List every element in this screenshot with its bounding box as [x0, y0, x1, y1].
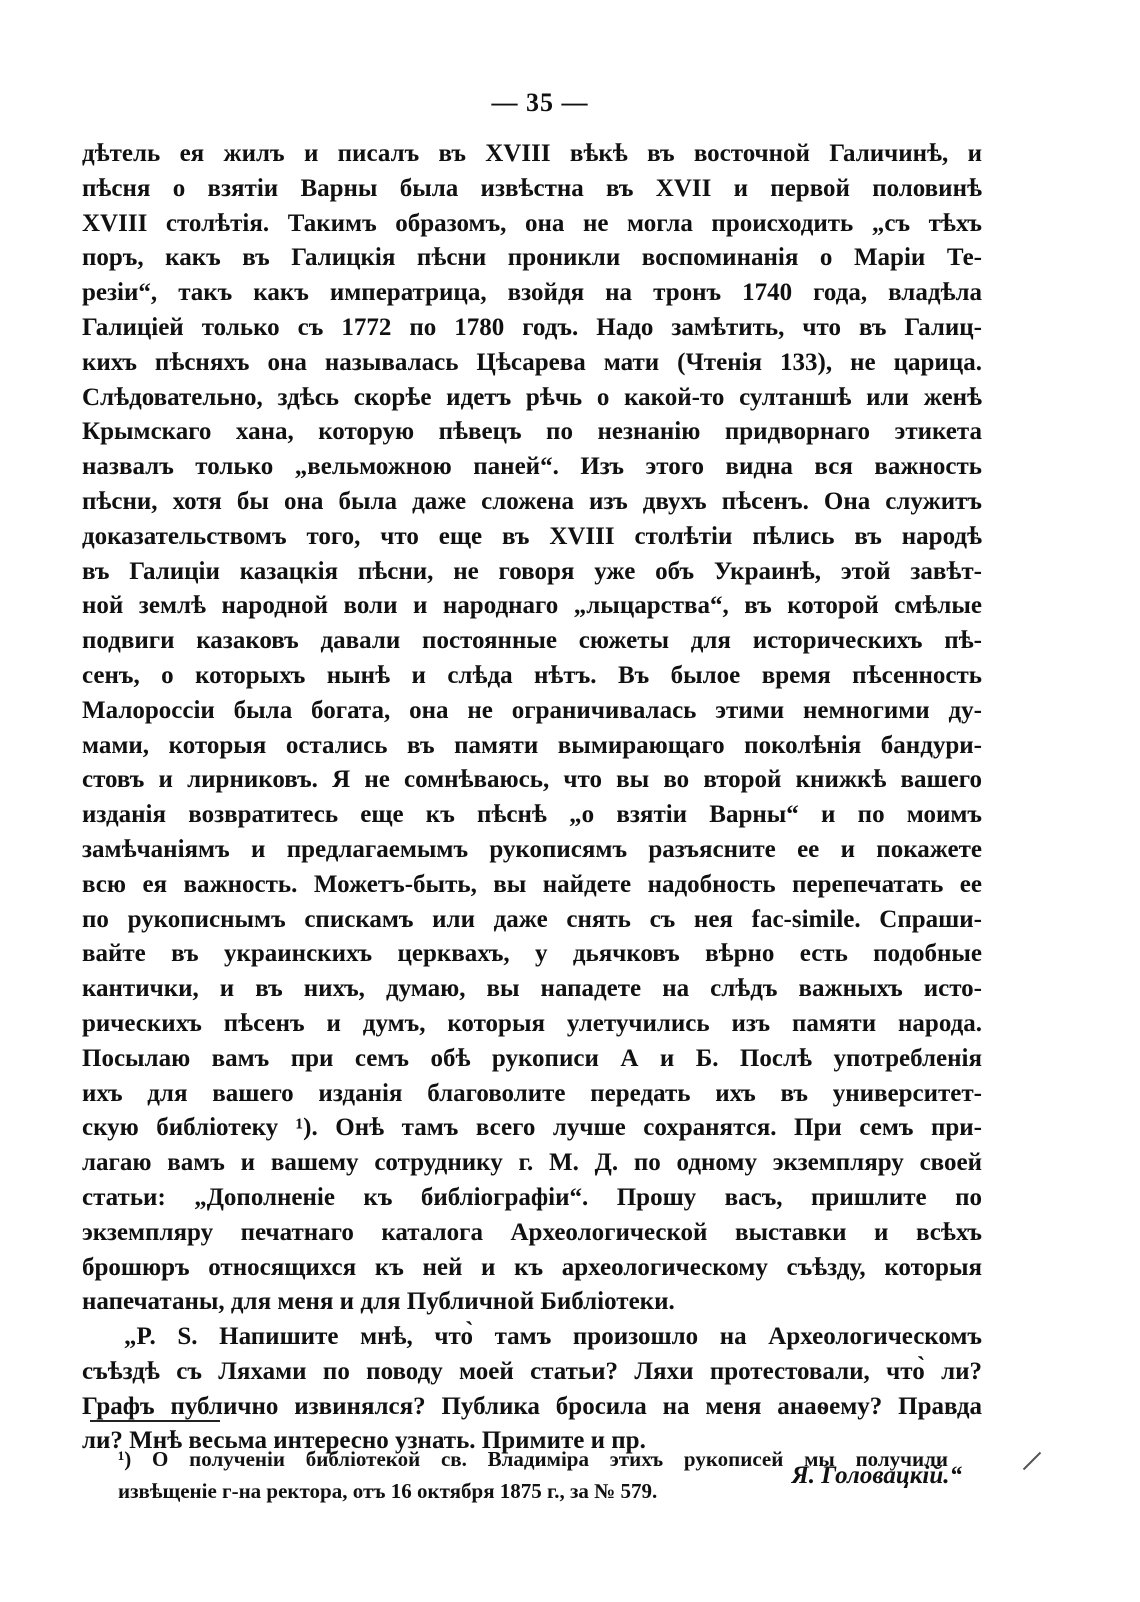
body-text — [82, 137, 982, 1494]
text-line: Посылаю вамъ при семъ обѣ рукописи А и Б. Послѣ употребленія — [82, 1044, 982, 1072]
text-line: лагаю вамъ и вашему сотруднику г. М. Д. по одному экземпляру своей — [82, 1149, 982, 1177]
text-line: рическихъ пѣсенъ и думъ, которыя улетучились изъ памяти народа. — [82, 1009, 982, 1037]
text-line: статьи: „Дополненіе къ библіографіи“. Прошу васъ, пришлите по — [82, 1183, 982, 1211]
text-line: сенъ, о которыхъ нынѣ и слѣда нѣтъ. Въ былое время пѣсенность — [82, 661, 982, 689]
page-number: — 35 — — [491, 88, 589, 117]
text-line: ной землѣ народной воли и народнаго „лыцарства“, въ которой смѣлые — [82, 592, 982, 620]
footnote-line: извѣщеніе г-на ректора, отъ 16 октября 1875 г., за № 579. — [118, 1479, 658, 1503]
text-line: экземпляру печатнаго каталога Археологической выставки и всѣхъ — [82, 1218, 982, 1246]
text-line: стовъ и лирниковъ. Я не сомнѣваюсь, что вы во второй книжкѣ вашего — [82, 766, 982, 794]
text-line: „P. S. Напишите мнѣ, что̀ тамъ произошло на Археологическомъ — [124, 1323, 982, 1351]
text-line: Слѣдовательно, здѣсь скорѣе идетъ рѣчь о какой-то султаншѣ или женѣ — [82, 383, 982, 411]
text-line: Галиціей только съ 1772 по 1780 годъ. Надо замѣтить, что въ Галиц- — [82, 313, 982, 341]
footnote-divider — [90, 1420, 220, 1422]
text-line: брошюръ относящихся къ ней и къ археологическому съѣзду, которыя — [82, 1253, 982, 1281]
text-line: ли? Мнѣ весьма интересно узнать. Примите и пр. — [82, 1427, 646, 1455]
footnote-line: ¹) О полученіи библіотекой св. Владиміра этихъ рукописей мы получили — [118, 1447, 948, 1471]
text-line: скую библіотеку ¹). Онѣ тамъ всего лучше сохранятся. При семъ при- — [82, 1114, 982, 1142]
pencil-mark — [1023, 1452, 1041, 1470]
signature: Я. Головацкій.“ — [791, 1462, 962, 1490]
text-line: XVIII столѣтія. Такимъ образомъ, она не могла происходить „съ тѣхъ — [82, 209, 982, 237]
text-line: доказательствомъ того, что еще въ XVIII столѣтіи пѣлись въ народѣ — [82, 522, 982, 550]
footnote — [118, 1443, 948, 1507]
text-line: замѣчаніямъ и предлагаемымъ рукописямъ разъясните ее и покажете — [82, 835, 982, 863]
text-line: кантички, и въ нихъ, думаю, вы нападете на слѣдъ важныхъ исто- — [82, 975, 982, 1003]
text-line: резіи“, такъ какъ императрица, взойдя на тронъ 1740 года, владѣла — [82, 279, 982, 307]
text-line: кихъ пѣсняхъ она называлась Цѣсарева мати (Чтенія 133), не царица. — [82, 348, 982, 376]
text-line: по рукописнымъ спискамъ или даже снять съ нея fac-simile. Спраши- — [82, 905, 982, 933]
text-line: Графъ публично извинялся? Публика бросила на меня анаѳему? Правда — [82, 1392, 982, 1420]
text-line: въ Галиціи казацкія пѣсни, не говоря уже объ Украинѣ, этой завѣт- — [82, 557, 982, 585]
text-line: дѣтель ея жилъ и писалъ въ XVIII вѣкѣ въ восточной Галичинѣ, и — [82, 140, 982, 167]
text-line: подвиги казаковъ давали постоянные сюжеты для историческихъ пѣ- — [82, 627, 982, 655]
text-line: Малороссіи была богата, она не ограничивалась этими немногими ду- — [82, 696, 982, 724]
text-line: пѣсня о взятіи Варны была извѣстна въ XVII и первой половинѣ — [82, 174, 982, 202]
text-line: назвалъ только „вельможною паней“. Изъ этого видна вся важность — [82, 453, 982, 481]
text-line: ихъ для вашего изданія благоволите передать ихъ въ университет- — [82, 1079, 982, 1107]
text-line: съѣздѣ съ Ляхами по поводу моей статьи? Ляхи протестовали, что̀ ли? — [82, 1357, 982, 1385]
text-line: вайте въ украинскихъ церквахъ, у дьячковъ вѣрно есть подобные — [82, 940, 982, 968]
text-line: всю ея важность. Можетъ-быть, вы найдете надобность перепечатать ее — [82, 870, 982, 898]
text-line: пѣсни, хотя бы она была даже сложена изъ двухъ пѣсенъ. Она служитъ — [82, 487, 982, 515]
text-line: поръ, какъ въ Галицкія пѣсни проникли воспоминанія о Маріи Те- — [82, 244, 982, 272]
text-line: мами, которыя остались въ памяти вымирающаго поколѣнія бандури- — [82, 731, 982, 759]
text-line: изданія возвратитесь еще къ пѣснѣ „о взятіи Варны“ и по моимъ — [82, 801, 982, 829]
text-line: напечатаны, для меня и для Публичной Библіотеки. — [82, 1288, 675, 1316]
text-line: Крымскаго хана, которую пѣвецъ по незнанію придворнаго этикета — [82, 418, 982, 446]
